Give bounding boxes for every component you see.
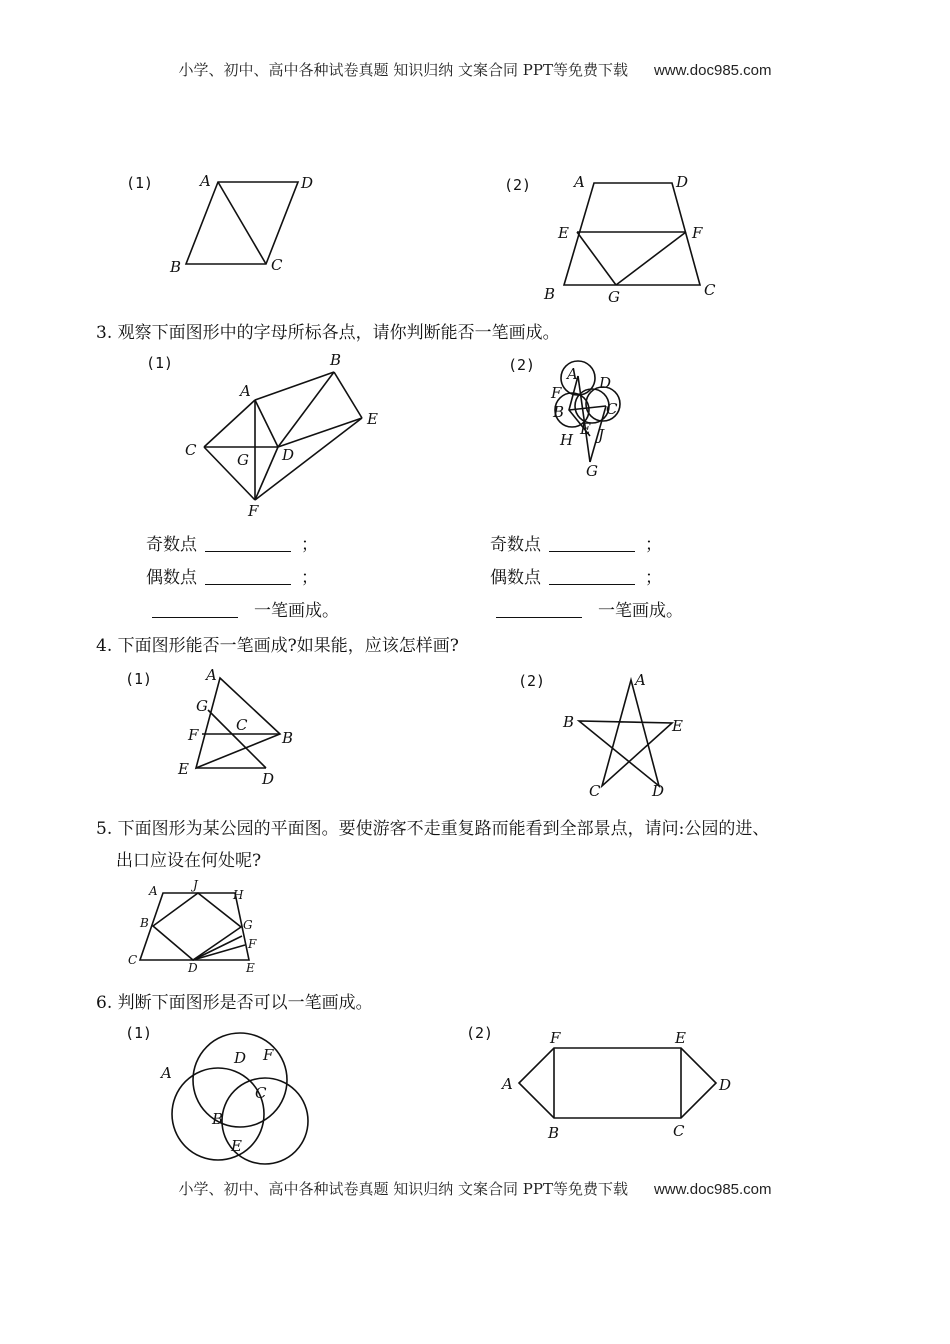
point-b-label: B (140, 916, 149, 930)
point-a-label: A (240, 382, 251, 400)
question-3: 3. 观察下面图形中的字母所标各点，请你判断能否一笔画成。 (96, 323, 560, 343)
question-5-line-2: 出口应设在何处呢? (116, 851, 262, 871)
point-a-label: A (567, 365, 578, 383)
sub-label: (1) (146, 354, 174, 372)
q3-1-even-line (146, 563, 318, 588)
point-d-label: D (262, 770, 275, 788)
footer-site[interactable]: www.doc985.com (653, 1181, 772, 1198)
point-b-label: B (553, 403, 565, 421)
point-a-label: A (161, 1064, 172, 1082)
point-c-label: C (589, 782, 601, 800)
point-d-label: D (282, 446, 295, 464)
figure-q4-1 (120, 664, 320, 794)
point-e-label: E (675, 1029, 686, 1047)
question-6: 6. 判断下面图形是否可以一笔画成。 (96, 993, 373, 1013)
point-b-label: B (212, 1110, 224, 1128)
result-label: 一笔画成。 (254, 601, 339, 621)
header-site[interactable]: www.doc985.com (653, 62, 772, 79)
question-4: 4. 下面图形能否一笔画成?如果能，应该怎样画? (96, 636, 459, 656)
point-h-label: H (233, 888, 244, 902)
point-h-label: H (560, 431, 574, 449)
figure-q3-2 (500, 352, 640, 482)
result-blank[interactable] (152, 601, 238, 618)
point-c-label: C (128, 953, 138, 967)
q3-2-result-line (490, 596, 683, 621)
point-a-label: A (574, 173, 585, 191)
point-f-label: F (188, 726, 199, 744)
segment-be (334, 372, 362, 418)
point-d-label: D (676, 173, 689, 191)
sub-label: (2) (508, 356, 536, 374)
point-a-label: A (206, 666, 217, 684)
point-c-label: C (606, 400, 618, 418)
trapezoid-abcd (564, 183, 700, 285)
even-points-label: 偶数点 (490, 568, 541, 588)
point-d-label: D (301, 174, 314, 192)
point-g-label: G (237, 451, 249, 469)
hexagon-outline (519, 1048, 716, 1118)
header-text: 小学、初中、高中各种试卷真题 知识归纳 文案合同 PPT等免费下载 (178, 61, 628, 79)
point-j-label: J (193, 878, 198, 892)
segment-bd (278, 372, 334, 447)
point-c-label: C (236, 716, 248, 734)
even-points-label: 偶数点 (146, 568, 197, 588)
separator: ； (645, 568, 662, 588)
point-f-label: F (248, 937, 257, 951)
point-d-label: D (234, 1049, 247, 1067)
point-a-label: A (200, 172, 211, 190)
question-5-line-1: 5. 下面图形为某公园的平面图。要使游客不走重复路而能看到全部景点，请问:公园的进、 (96, 819, 770, 839)
odd-points-label: 奇数点 (490, 535, 541, 555)
q3-1-odd-line (146, 530, 318, 555)
figure-q5-park (124, 876, 274, 976)
segment-de (278, 418, 362, 447)
result-blank[interactable] (496, 601, 582, 618)
figure-top-1 (120, 168, 320, 278)
q3-2-even-line (490, 563, 662, 588)
star-abcde (579, 680, 672, 786)
point-e-label: E (231, 1137, 242, 1155)
point-g-label: G (608, 288, 620, 306)
sub-label: (2) (466, 1024, 494, 1042)
sub-label: (2) (518, 672, 546, 690)
point-e-label: E (672, 717, 683, 735)
point-c-label: C (255, 1084, 267, 1102)
q3-2-odd-line (490, 530, 662, 555)
point-f-label: F (550, 1029, 561, 1047)
separator: ； (645, 535, 662, 555)
segment-eg (577, 232, 616, 285)
point-d-label: D (188, 961, 198, 975)
point-c-label: C (271, 256, 283, 274)
odd-points-blank[interactable] (549, 535, 635, 552)
sub-label: (1) (126, 174, 154, 192)
park-outline (140, 893, 249, 960)
separator: ； (301, 568, 318, 588)
point-b-label: B (548, 1124, 560, 1142)
sub-label: (1) (125, 670, 153, 688)
point-f-label: F (692, 224, 703, 242)
separator: ； (301, 535, 318, 555)
point-b-label: B (170, 258, 182, 276)
point-f-label: F (263, 1046, 274, 1064)
point-c-label: C (673, 1122, 685, 1140)
point-b-label: B (544, 285, 556, 303)
point-a-label: A (502, 1075, 513, 1093)
sub-label: (1) (125, 1024, 153, 1042)
even-points-blank[interactable] (205, 568, 291, 585)
point-g-label: G (243, 918, 253, 932)
even-points-blank[interactable] (549, 568, 635, 585)
segment-fg (616, 232, 686, 285)
result-label: 一笔画成。 (598, 601, 683, 621)
point-e-label: E (580, 420, 591, 438)
point-b-label: B (282, 729, 294, 747)
point-g-label: G (586, 462, 598, 480)
sub-label: (2) (504, 176, 532, 194)
point-b-label: B (330, 351, 342, 369)
point-a-label: A (149, 884, 158, 898)
segment-ef (255, 418, 362, 500)
point-f-label: F (248, 502, 259, 520)
figure-q3-1 (140, 348, 400, 523)
figure-top-2 (500, 168, 730, 308)
point-a-label: A (635, 671, 646, 689)
figure-q6-2 (460, 1020, 750, 1150)
point-c-label: C (704, 281, 716, 299)
point-d-label: D (719, 1076, 732, 1094)
odd-points-label: 奇数点 (146, 535, 197, 555)
point-d-label: D (652, 782, 665, 800)
page-header (0, 59, 950, 80)
point-e-label: E (558, 224, 569, 242)
segment-ad (255, 400, 278, 447)
point-d-label: D (599, 374, 612, 392)
point-b-label: B (563, 713, 575, 731)
point-c-label: C (185, 441, 197, 459)
diagonal-ac (218, 182, 266, 264)
point-g-label: G (196, 697, 208, 715)
point-e-label: E (246, 961, 255, 975)
point-j-label: J (598, 426, 605, 444)
figure-q4-2 (515, 664, 705, 804)
page-footer (0, 1178, 950, 1199)
figure-q6-1 (120, 1020, 320, 1160)
point-e-label: E (178, 760, 189, 778)
odd-points-blank[interactable] (205, 535, 291, 552)
segment-ab (255, 372, 334, 400)
q3-1-result-line (146, 596, 339, 621)
segment-ac (204, 400, 255, 447)
point-e-label: E (367, 410, 378, 428)
point-f-label: F (551, 384, 562, 402)
footer-text: 小学、初中、高中各种试卷真题 知识归纳 文案合同 PPT等免费下载 (178, 1180, 628, 1198)
